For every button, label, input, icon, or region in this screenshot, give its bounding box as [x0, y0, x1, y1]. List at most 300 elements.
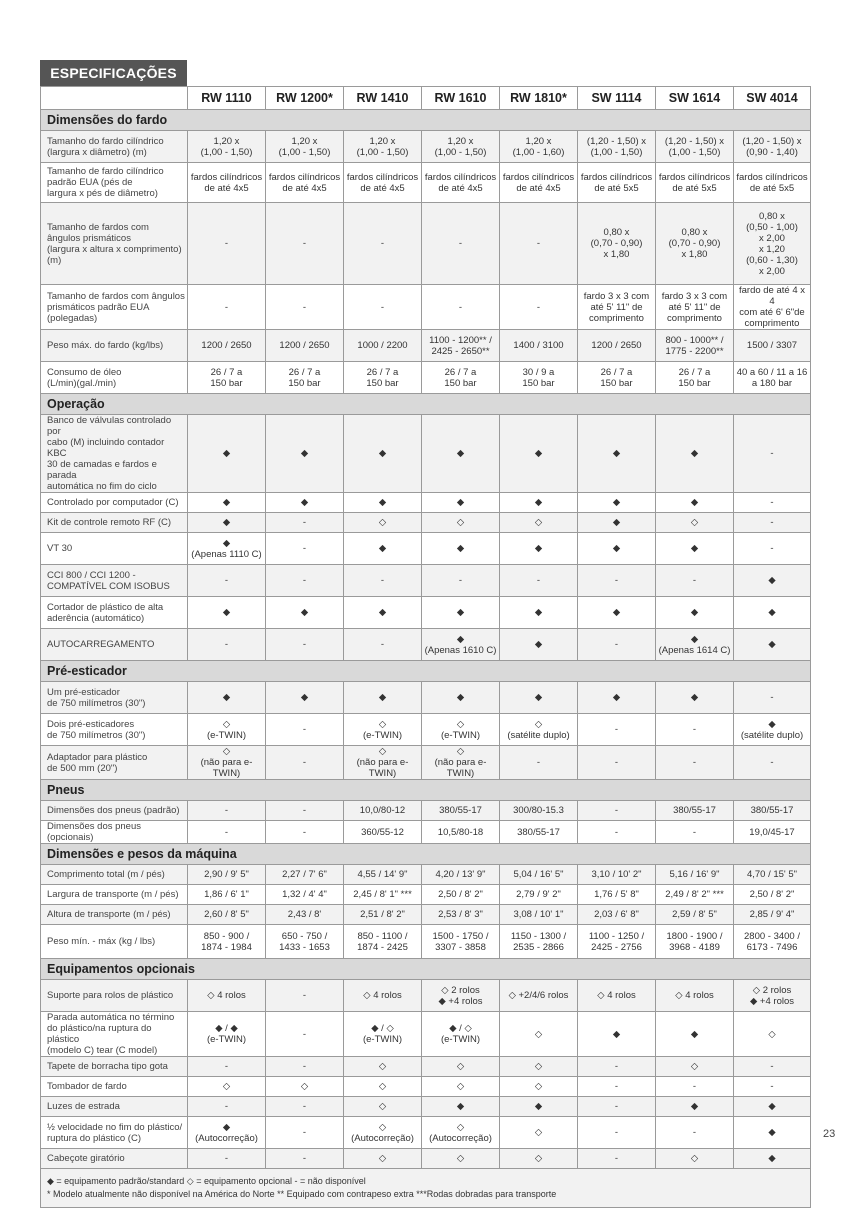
value-cell: [266, 1097, 344, 1117]
cell-line: ◇ 2 rolos: [752, 984, 792, 996]
cell-line: ◆: [768, 1101, 776, 1112]
cell-line: ◇: [534, 1081, 543, 1092]
cell-line: (satélite duplo): [507, 729, 570, 741]
cell-line: 850 - 1100 /: [357, 930, 408, 942]
table-row: [41, 714, 811, 746]
cell-line: 150 bar: [210, 377, 243, 389]
row-label: [41, 1012, 188, 1057]
cell-line: 2,45 / 8' 1" ***: [353, 889, 412, 900]
cell-line: (não para e-TWIN): [200, 757, 253, 779]
model-header-row: [41, 87, 811, 110]
cell-line: padrão EUA (pés de: [47, 177, 133, 188]
table-row: [41, 1077, 811, 1097]
row-label: [41, 1097, 188, 1117]
cell-line: -: [536, 301, 541, 313]
cell-line: 30 / 9 a: [522, 366, 555, 378]
value-cell: [344, 905, 422, 925]
cell-line: 4,20 / 13' 9": [435, 869, 486, 880]
row-label: [41, 362, 188, 394]
row-label: [41, 801, 188, 821]
cell-line: 2425 - 2650**: [431, 345, 490, 357]
cell-line: ½ velocidade no fim do plástico/: [47, 1121, 183, 1133]
cell-line: ◆: [378, 497, 387, 508]
cell-line: ◆: [768, 607, 776, 618]
value-cell: [656, 821, 734, 844]
cell-line: (0,90 - 1,40): [746, 146, 798, 158]
cell-line: -: [458, 301, 463, 313]
row-label: [41, 415, 188, 493]
cell-line: ◇: [222, 718, 231, 730]
cell-line: -: [614, 639, 619, 650]
cell-line: (0,60 - 1,30): [746, 254, 798, 266]
value-cell: [266, 513, 344, 533]
cell-line: (0,70 - 0,90): [590, 238, 643, 249]
value-cell: [500, 885, 578, 905]
cell-line: -: [770, 757, 774, 768]
cell-line: 3,08 / 10' 1": [513, 909, 564, 920]
table-row: [41, 513, 811, 533]
cell-line: (e-TWIN): [362, 729, 403, 741]
value-cell: [188, 513, 266, 533]
value-cell: [734, 1012, 811, 1057]
value-cell: [578, 925, 656, 959]
cell-line: ◆: [456, 1101, 465, 1112]
value-cell: [578, 1149, 656, 1169]
value-cell: [266, 629, 344, 661]
cell-line: 2,50 / 8' 2": [438, 889, 483, 900]
cell-line: -: [302, 757, 307, 768]
cell-line: -: [380, 238, 385, 249]
value-cell: [578, 865, 656, 885]
cell-line: ◆: [690, 1101, 699, 1112]
cell-line: ◇: [534, 1153, 543, 1164]
value-cell: [578, 285, 656, 330]
cell-line: (não para e-TWIN): [356, 757, 409, 779]
row-label: [41, 1117, 188, 1149]
cell-line: ◇: [456, 517, 465, 528]
cell-line: (1,00 - 1,50): [278, 146, 331, 158]
value-cell: [188, 415, 266, 493]
cell-line: ◇: [378, 517, 387, 528]
cell-line: ruptura do plástico (C): [47, 1132, 141, 1144]
value-cell: [734, 493, 811, 513]
value-cell: [422, 1077, 500, 1097]
value-cell: [344, 362, 422, 394]
cell-line: -: [614, 1061, 619, 1072]
cell-line: ◆: [534, 1101, 543, 1112]
table-row: [41, 565, 811, 597]
value-cell: [422, 746, 500, 780]
value-cell: [422, 163, 500, 203]
table-row: [41, 1057, 811, 1077]
section-title: Equipamentos opcionais: [41, 959, 811, 980]
table-row: [41, 1149, 811, 1169]
cell-line: ◆: [300, 607, 309, 618]
cell-line: 26 / 7 a: [288, 366, 321, 378]
value-cell: [500, 746, 578, 780]
value-cell: [422, 905, 500, 925]
cell-line: ◆ / ◇: [371, 1023, 394, 1034]
value-cell: [578, 513, 656, 533]
section-title: Dimensões do fardo: [41, 110, 811, 131]
cell-line: -: [302, 543, 307, 554]
cell-line: ◇ 4 rolos: [675, 990, 714, 1001]
cell-line: ◇: [222, 1081, 231, 1092]
value-cell: [656, 980, 734, 1012]
value-cell: [344, 1077, 422, 1097]
value-cell: [500, 565, 578, 597]
cell-line: -: [302, 990, 307, 1001]
footnotes: [41, 1169, 811, 1208]
table-row: [41, 597, 811, 629]
header-blank: [41, 87, 188, 110]
value-cell: [188, 362, 266, 394]
cell-line: 1874 - 2425: [357, 941, 408, 953]
table-row: [41, 493, 811, 513]
cell-line: ◆: [222, 1121, 231, 1133]
cell-line: 26 / 7 a: [678, 366, 711, 378]
value-cell: [344, 629, 422, 661]
cell-line: fardos cilíndricos: [580, 171, 653, 183]
value-cell: [656, 565, 734, 597]
table-row: [41, 865, 811, 885]
value-cell: [578, 746, 656, 780]
cell-line: Dimensões dos pneus (padrão): [47, 805, 180, 816]
value-cell: [344, 1117, 422, 1149]
cell-line: -: [224, 575, 229, 586]
value-cell: [266, 1117, 344, 1149]
cell-line: (Autocorreção): [351, 1132, 414, 1144]
cell-line: (Apenas 1610 C): [424, 644, 497, 656]
specifications-title: ESPECIFICAÇÕES: [40, 60, 187, 86]
value-cell: [344, 163, 422, 203]
cell-line: ◇: [768, 1028, 776, 1040]
cell-line: Dimensões dos pneus (opcionais): [47, 821, 141, 843]
cell-line: de 500 mm (20"): [47, 762, 118, 774]
cell-line: -: [692, 757, 697, 768]
footnote-line: ◆ = equipamento padrão/standard ◇ = equipamento opcional - = não disponível: [47, 1176, 366, 1186]
cell-line: 0,80 x: [603, 227, 630, 238]
cell-line: -: [224, 1061, 229, 1072]
cell-line: ◇: [456, 746, 465, 757]
section-header: [41, 661, 811, 682]
cell-line: fardos cilíndricos: [268, 171, 341, 183]
cell-line: fardo 3 x 3 com: [583, 290, 650, 302]
cell-line: largura x pés de diâmetro): [47, 188, 158, 199]
cell-line: -: [614, 1153, 619, 1164]
table-row: [41, 362, 811, 394]
value-cell: [578, 885, 656, 905]
cell-line: CCI 800 / CCI 1200 -: [47, 569, 136, 581]
cell-line: Controlado por computador (C): [47, 497, 179, 508]
cell-line: Cabeçote giratório: [47, 1153, 125, 1164]
cell-line: 150 bar: [678, 377, 711, 389]
cell-line: -: [536, 238, 541, 249]
cell-line: ◆: [456, 633, 465, 645]
cell-line: -: [302, 826, 307, 838]
row-label: [41, 597, 188, 629]
cell-line: (1,00 - 1,50): [200, 146, 253, 158]
row-label: [41, 746, 188, 780]
cell-line: 1200 / 2650: [201, 340, 252, 351]
value-cell: [500, 533, 578, 565]
value-cell: [188, 1057, 266, 1077]
cell-line: ◇: [378, 1061, 387, 1072]
cell-line: 380/55-17: [439, 805, 482, 816]
cell-line: Adaptador para plástico: [47, 751, 148, 763]
cell-line: de até 4x5: [204, 182, 249, 194]
cell-line: de 750 milímetros (30"): [47, 729, 146, 741]
cell-line: ◆: [534, 543, 543, 554]
cell-line: 2,49 / 8' 2" ***: [665, 889, 724, 900]
cell-line: 1200 / 2650: [591, 340, 642, 351]
value-cell: [266, 714, 344, 746]
row-label: [41, 493, 188, 513]
value-cell: [266, 865, 344, 885]
value-cell: [422, 821, 500, 844]
value-cell: [734, 1077, 811, 1097]
cell-line: 26 / 7 a: [366, 366, 399, 378]
cell-line: 2,03 / 6' 8": [594, 909, 639, 920]
cell-line: -: [770, 1081, 774, 1092]
cell-line: (0,70 - 0,90): [668, 238, 721, 249]
cell-line: x 2,00: [759, 265, 785, 277]
cell-line: 1000 / 2200: [357, 340, 408, 351]
cell-line: ◆: [768, 575, 776, 586]
value-cell: [578, 1097, 656, 1117]
value-cell: [578, 597, 656, 629]
cell-line: (modelo C) tear (C model): [47, 1045, 158, 1056]
cell-line: 800 - 1000** /: [665, 334, 724, 346]
value-cell: [500, 330, 578, 362]
value-cell: [500, 821, 578, 844]
cell-line: -: [380, 639, 385, 650]
value-cell: [656, 682, 734, 714]
cell-line: 26 / 7 a: [210, 366, 243, 378]
value-cell: [266, 493, 344, 513]
value-cell: [188, 565, 266, 597]
value-cell: [188, 925, 266, 959]
value-cell: [656, 163, 734, 203]
value-cell: [422, 1057, 500, 1077]
cell-line: 5,16 / 16' 9": [669, 869, 720, 880]
cell-line: ◆: [222, 537, 231, 549]
cell-line: -: [302, 517, 307, 528]
value-cell: [422, 362, 500, 394]
cell-line: 1100 - 1250 /: [588, 930, 645, 942]
value-cell: [656, 1077, 734, 1097]
value-cell: [344, 925, 422, 959]
value-cell: [266, 362, 344, 394]
cell-line: ◇: [378, 1101, 387, 1112]
value-cell: [734, 597, 811, 629]
cell-line: -: [302, 1061, 307, 1072]
cell-line: ◆: [612, 1028, 621, 1040]
value-cell: [344, 746, 422, 780]
value-cell: [422, 565, 500, 597]
cell-line: -: [770, 692, 774, 703]
cell-line: 5,04 / 16' 5": [513, 869, 564, 880]
cell-line: -: [302, 301, 307, 313]
cell-line: até 5' 11" de: [590, 301, 643, 313]
value-cell: [656, 597, 734, 629]
value-cell: [188, 905, 266, 925]
value-cell: [500, 1117, 578, 1149]
cell-line: ◆ +4 rolos: [438, 995, 483, 1007]
cell-line: x 2,00: [759, 232, 785, 244]
value-cell: [656, 285, 734, 330]
value-cell: [656, 1057, 734, 1077]
value-cell: [266, 597, 344, 629]
cell-line: 1200 / 2650: [279, 340, 330, 351]
value-cell: [500, 131, 578, 163]
cell-line: ◆: [456, 692, 465, 703]
value-cell: [188, 746, 266, 780]
cell-line: ◆: [768, 639, 776, 650]
cell-line: 19,0/45-17: [749, 826, 795, 838]
value-cell: [188, 980, 266, 1012]
section-header: [41, 780, 811, 801]
value-cell: [266, 285, 344, 330]
value-cell: [734, 746, 811, 780]
value-cell: [500, 163, 578, 203]
cell-line: ◇: [534, 718, 543, 730]
cell-line: ◆: [534, 692, 543, 703]
cell-line: -: [692, 575, 697, 586]
value-cell: [422, 885, 500, 905]
cell-line: 2,51 / 8' 2": [360, 909, 405, 920]
value-cell: [578, 565, 656, 597]
value-cell: [422, 330, 500, 362]
row-label: [41, 163, 188, 203]
cell-line: -: [536, 757, 541, 768]
cell-line: 26 / 7 a: [600, 366, 633, 378]
value-cell: [734, 885, 811, 905]
value-cell: [656, 925, 734, 959]
value-cell: [188, 1149, 266, 1169]
cell-line: ◆: [690, 448, 699, 459]
value-cell: [578, 131, 656, 163]
cell-line: Banco de válvulas controlado por: [47, 415, 172, 437]
footnote-line: * Modelo atualmente não disponível na América do Norte ** Equipado com contrapeso extra ***Rodas dobradas para transporte: [47, 1189, 557, 1199]
section-header: [41, 959, 811, 980]
cell-line: -: [302, 1127, 307, 1138]
cell-line: ◆: [612, 543, 621, 554]
value-cell: [422, 714, 500, 746]
cell-line: Peso mín. - máx (kg / lbs): [47, 936, 156, 947]
cell-line: 2,27 / 7' 6": [282, 869, 327, 880]
cell-line: Luzes de estrada: [47, 1101, 120, 1112]
cell-line: 150 bar: [522, 377, 555, 389]
row-label: [41, 714, 188, 746]
table-row: [41, 131, 811, 163]
cell-line: 1,86 / 6' 1": [204, 889, 249, 900]
value-cell: [188, 714, 266, 746]
cell-line: 2,60 / 8' 5": [204, 909, 249, 920]
cell-line: ◇ 4 rolos: [597, 990, 636, 1001]
cell-line: (1,00 - 1,50): [590, 146, 643, 158]
value-cell: [734, 925, 811, 959]
cell-line: de até 5x5: [594, 182, 639, 194]
value-cell: [422, 533, 500, 565]
cell-line: -: [302, 1028, 307, 1040]
value-cell: [344, 1012, 422, 1057]
value-cell: [344, 533, 422, 565]
value-cell: [266, 565, 344, 597]
value-cell: [734, 131, 811, 163]
cell-line: 1,20 x: [291, 135, 318, 147]
value-cell: [266, 1012, 344, 1057]
cell-line: VT 30: [47, 543, 73, 554]
cell-line: (e-TWIN): [440, 729, 481, 741]
cell-line: ◇: [378, 1121, 387, 1133]
cell-line: Peso máx. do fardo (kg/lbs): [47, 340, 164, 351]
cell-line: Um pré-esticador: [47, 686, 120, 698]
cell-line: -: [380, 575, 385, 586]
cell-line: 3,10 / 10' 2": [591, 869, 642, 880]
cell-line: Cortador de plástico de alta: [47, 601, 164, 613]
cell-line: ângulos prismáticos: [47, 232, 131, 244]
cell-line: -: [614, 805, 619, 816]
cell-line: 1,20 x: [369, 135, 396, 147]
cell-line: ◇: [456, 1121, 465, 1133]
value-cell: [188, 821, 266, 844]
value-cell: [734, 533, 811, 565]
cell-line: 6173 - 7496: [746, 941, 798, 953]
cell-line: 1433 - 1653: [279, 941, 330, 953]
cell-line: de até 4x5: [438, 182, 483, 194]
cell-line: ◆: [378, 543, 387, 554]
table-row: [41, 203, 811, 285]
cell-line: de até 5x5: [672, 182, 717, 194]
cell-line: -: [770, 448, 774, 459]
cell-line: Tamanho do fardo cilíndrico: [47, 135, 164, 147]
cell-line: AUTOCARREGAMENTO: [47, 639, 155, 650]
value-cell: [266, 1149, 344, 1169]
cell-line: 40 a 60 / 11 a 16: [736, 366, 808, 378]
cell-line: 2,90 / 9' 5": [204, 869, 249, 880]
cell-line: Tamanho de fardos com ângulos: [47, 290, 185, 302]
section-title: Pré-esticador: [41, 661, 811, 682]
value-cell: [188, 203, 266, 285]
cell-line: ◆: [456, 448, 465, 459]
cell-line: (e-TWIN): [206, 729, 247, 741]
value-cell: [500, 1149, 578, 1169]
cell-line: -: [224, 826, 229, 838]
value-cell: [266, 801, 344, 821]
value-cell: [578, 905, 656, 925]
cell-line: fardo 3 x 3 com: [661, 290, 728, 302]
value-cell: [266, 1077, 344, 1097]
cell-line: -: [614, 724, 619, 735]
cell-line: -: [692, 1081, 697, 1092]
value-cell: [266, 1057, 344, 1077]
cell-line: ◆: [222, 607, 231, 618]
table-row: [41, 1097, 811, 1117]
cell-line: (1,00 - 1,50): [434, 146, 487, 158]
cell-line: 2,85 / 9' 4": [749, 909, 795, 920]
cell-line: -: [614, 1127, 619, 1138]
cell-line: -: [224, 639, 229, 650]
cell-line: 2,43 / 8': [287, 909, 322, 920]
cell-line: ◆: [534, 607, 543, 618]
row-label: [41, 1149, 188, 1169]
row-label: [41, 565, 188, 597]
cell-line: -: [692, 826, 697, 838]
cell-line: 4,70 / 15' 5": [746, 869, 798, 880]
cell-line: x 1,20: [759, 243, 785, 255]
model-header: RW 1410: [344, 87, 422, 110]
